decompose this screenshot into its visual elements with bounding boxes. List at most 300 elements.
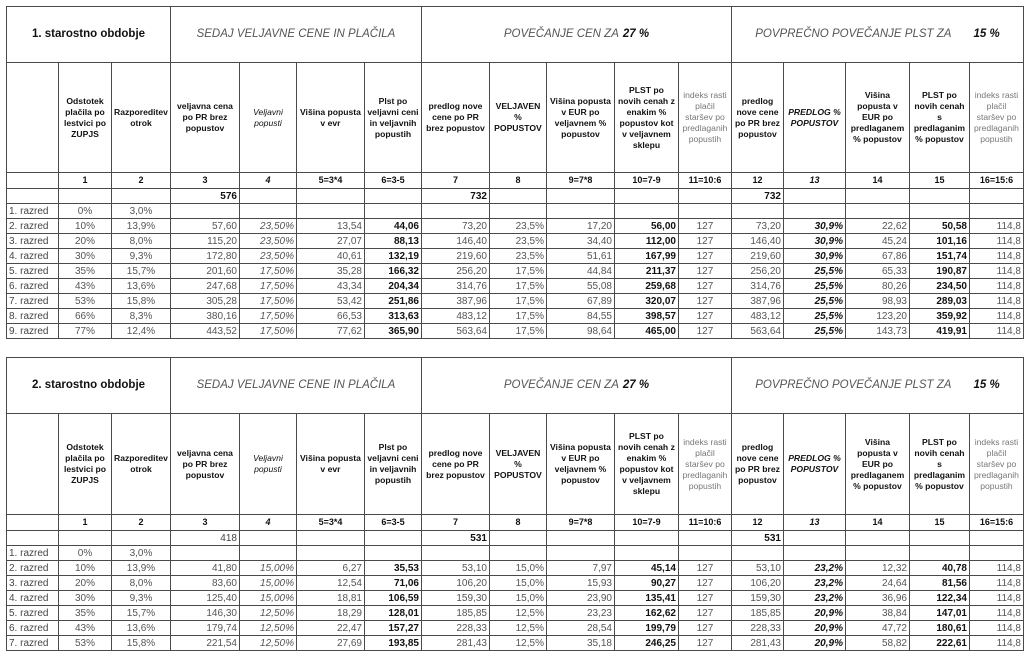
table-cell: 199,79	[614, 621, 678, 636]
table-cell: 219,60	[421, 249, 489, 264]
table-cell: 465,00	[614, 324, 678, 339]
base-price-proposed-2: 732	[731, 189, 783, 204]
section-current-prices: SEDAJ VELJAVNE CENE IN PLAČILA	[170, 358, 421, 414]
table-cell: 83,60	[170, 576, 239, 591]
table-cell: 313,63	[364, 309, 421, 324]
column-header: predlog nove cene po PR brez popustov	[731, 414, 783, 515]
empty-cell	[845, 189, 909, 204]
table-cell	[845, 546, 909, 561]
table-cell: 106,20	[421, 576, 489, 591]
table-cell: 106,20	[731, 576, 783, 591]
table-cell: 114,8	[969, 591, 1023, 606]
table-cell: 35%	[59, 264, 112, 279]
empty-cell	[239, 531, 296, 546]
table-cell: 211,37	[614, 264, 678, 279]
table-cell: 67,86	[845, 249, 909, 264]
table-row	[7, 591, 1024, 606]
table-cell: 127	[678, 279, 731, 294]
column-number: 2	[112, 173, 171, 189]
table-cell: 47,72	[845, 621, 909, 636]
table-cell: 12,5%	[489, 606, 546, 621]
table-cell: 6,27	[296, 561, 364, 576]
table-cell: 20,9%	[783, 606, 845, 621]
empty-cell	[112, 531, 171, 546]
table-cell: 127	[678, 219, 731, 234]
column-number: 5=3*4	[296, 515, 364, 531]
table-cell: 228,33	[731, 621, 783, 636]
table-cell	[239, 204, 296, 219]
table-cell: 15,0%	[489, 576, 546, 591]
table-cell: 38,84	[845, 606, 909, 621]
table-cell: 35%	[59, 606, 112, 621]
table-cell: 13,9%	[112, 561, 171, 576]
table-cell: 143,73	[845, 324, 909, 339]
table-cell: 10%	[59, 219, 112, 234]
column-number: 8	[489, 515, 546, 531]
column-header: predlog nove cene po PR brez popustov	[421, 63, 489, 173]
column-number: 5=3*4	[296, 173, 364, 189]
column-number: 14	[845, 173, 909, 189]
table-cell: 58,82	[845, 636, 909, 651]
table-cell: 15,0%	[489, 591, 546, 606]
table-cell: 281,43	[421, 636, 489, 651]
table-cell: 132,19	[364, 249, 421, 264]
column-header: PLST po novih cenah s predlaganim % popustov	[909, 414, 969, 515]
column-header: Višina popusta v evr	[296, 414, 364, 515]
table-cell: 114,8	[969, 606, 1023, 621]
table-cell: 281,43	[731, 636, 783, 651]
table-cell: 246,25	[614, 636, 678, 651]
table-cell	[969, 546, 1023, 561]
table-cell: 563,64	[731, 324, 783, 339]
table-cell: 256,20	[731, 264, 783, 279]
table-cell: 23,5%	[489, 234, 546, 249]
column-number: 4	[239, 173, 296, 189]
section-value: 15 %	[973, 379, 1000, 391]
table-cell: 23,5%	[489, 219, 546, 234]
empty-cell	[614, 189, 678, 204]
table-cell: 314,76	[421, 279, 489, 294]
table-cell: 101,16	[909, 234, 969, 249]
empty-cell	[364, 531, 421, 546]
table-cell: 12,32	[845, 561, 909, 576]
table-cell: 15,0%	[489, 561, 546, 576]
table-row	[7, 309, 1024, 324]
column-header: indeks rasti plačil staršev po predlaganih popustih	[678, 414, 731, 515]
section-value: 15 %	[973, 28, 1000, 40]
column-number: 10=7-9	[614, 515, 678, 531]
table-cell	[546, 546, 614, 561]
column-number: 11=10:6	[678, 173, 731, 189]
table-cell: 17,50%	[239, 279, 296, 294]
table-cell: 314,76	[731, 279, 783, 294]
base-price-row	[7, 531, 1024, 546]
class-label: 6. razred	[7, 279, 59, 294]
empty-cell	[614, 531, 678, 546]
table-cell: 398,57	[614, 309, 678, 324]
table-cell: 55,08	[546, 279, 614, 294]
table-cell: 256,20	[421, 264, 489, 279]
column-header: Višina popusta v evr	[296, 63, 364, 173]
table-cell: 114,8	[969, 279, 1023, 294]
table-cell: 15,00%	[239, 576, 296, 591]
section-average-increase	[731, 358, 1023, 414]
table-cell: 13,6%	[112, 621, 171, 636]
table-cell: 221,54	[170, 636, 239, 651]
table-cell: 7,97	[546, 561, 614, 576]
table-cell: 127	[678, 576, 731, 591]
class-label: 1. razred	[7, 546, 59, 561]
class-label: 5. razred	[7, 264, 59, 279]
table-cell: 123,20	[845, 309, 909, 324]
table-cell: 23,2%	[783, 576, 845, 591]
table-cell: 35,28	[296, 264, 364, 279]
table-cell: 157,27	[364, 621, 421, 636]
table-cell: 128,01	[364, 606, 421, 621]
column-header: PREDLOG % POPUSTOV	[783, 414, 845, 515]
table-cell: 8,0%	[112, 576, 171, 591]
table-cell: 114,8	[969, 294, 1023, 309]
table-cell: 222,61	[909, 636, 969, 651]
table-cell	[364, 204, 421, 219]
table-cell: 166,32	[364, 264, 421, 279]
section-value: 27 %	[622, 379, 650, 391]
table-cell: 3,0%	[112, 204, 171, 219]
table-cell: 9,3%	[112, 591, 171, 606]
column-header: Višina popusta v EUR po veljavnem % popustov	[546, 63, 614, 173]
table-cell	[909, 204, 969, 219]
column-header: PLST po novih cenah s predlaganim % popustov	[909, 63, 969, 173]
base-price-proposed-2: 531	[731, 531, 783, 546]
table-cell: 17,20	[546, 219, 614, 234]
age-group-title: 2. starostno obdobje	[7, 358, 171, 414]
table-cell	[421, 204, 489, 219]
table-cell: 18,29	[296, 606, 364, 621]
class-label: 5. razred	[7, 606, 59, 621]
table-cell: 17,5%	[489, 324, 546, 339]
table-cell: 23,90	[546, 591, 614, 606]
table-cell: 17,50%	[239, 264, 296, 279]
table-cell: 13,9%	[112, 219, 171, 234]
table-cell: 114,8	[969, 621, 1023, 636]
table-cell: 122,34	[909, 591, 969, 606]
table-cell	[364, 546, 421, 561]
class-label: 9. razred	[7, 324, 59, 339]
table-cell: 17,50%	[239, 294, 296, 309]
empty-cell	[969, 531, 1023, 546]
column-header: indeks rasti plačil staršev po predlaganih popustih	[678, 63, 731, 173]
table-cell	[614, 546, 678, 561]
table-cell: 17,5%	[489, 264, 546, 279]
table-cell: 3,0%	[112, 546, 171, 561]
table-cell: 36,96	[845, 591, 909, 606]
table-cell: 359,92	[909, 309, 969, 324]
table-cell	[845, 204, 909, 219]
table-cell: 30,9%	[783, 234, 845, 249]
column-header-row	[7, 63, 1024, 173]
price-table	[6, 357, 1024, 651]
table-cell: 127	[678, 561, 731, 576]
table-cell: 15,00%	[239, 561, 296, 576]
column-header: Odstotek plačila po lestvici po ZUPJS	[59, 63, 112, 173]
empty-cell	[364, 189, 421, 204]
table-cell: 13,54	[296, 219, 364, 234]
column-header: Plst po veljavni ceni in veljavnih popustih	[364, 414, 421, 515]
table-row	[7, 324, 1024, 339]
empty-cell	[112, 189, 171, 204]
age-group-title: 1. starostno obdobje	[7, 7, 171, 63]
table-cell: 20,9%	[783, 621, 845, 636]
table-cell: 98,64	[546, 324, 614, 339]
column-number: 8	[489, 173, 546, 189]
table-cell: 15,00%	[239, 591, 296, 606]
section-current-prices: SEDAJ VELJAVNE CENE IN PLAČILA	[170, 7, 421, 63]
empty-cell	[546, 189, 614, 204]
base-price-proposed: 531	[421, 531, 489, 546]
column-number: 13	[783, 173, 845, 189]
table-row	[7, 576, 1024, 591]
table-cell: 387,96	[731, 294, 783, 309]
table-cell: 20%	[59, 576, 112, 591]
table-cell: 259,68	[614, 279, 678, 294]
table-cell: 17,50%	[239, 309, 296, 324]
empty-cell	[7, 189, 59, 204]
table-cell: 0%	[59, 546, 112, 561]
table-cell: 483,12	[731, 309, 783, 324]
table-cell: 219,60	[731, 249, 783, 264]
table-cell: 23,23	[546, 606, 614, 621]
table-cell: 53%	[59, 294, 112, 309]
table-cell: 443,52	[170, 324, 239, 339]
table-cell: 25,5%	[783, 264, 845, 279]
column-number: 2	[112, 515, 171, 531]
table-cell	[909, 546, 969, 561]
table-cell: 40,61	[296, 249, 364, 264]
empty-cell	[678, 189, 731, 204]
empty-cell	[678, 531, 731, 546]
empty-cell	[239, 189, 296, 204]
table-cell: 228,33	[421, 621, 489, 636]
table-cell: 67,89	[546, 294, 614, 309]
column-header: Veljavni popusti	[239, 63, 296, 173]
table-row	[7, 546, 1024, 561]
table-cell: 23,2%	[783, 591, 845, 606]
table-cell: 45,14	[614, 561, 678, 576]
table-cell	[614, 204, 678, 219]
class-label: 3. razred	[7, 576, 59, 591]
section-price-increase	[421, 358, 731, 414]
table-cell: 35,18	[546, 636, 614, 651]
table-cell: 50,58	[909, 219, 969, 234]
column-header: Odstotek plačila po lestvici po ZUPJS	[59, 414, 112, 515]
table-cell: 30,9%	[783, 219, 845, 234]
table-cell: 17,5%	[489, 279, 546, 294]
table-cell: 15,8%	[112, 294, 171, 309]
empty-cell	[59, 189, 112, 204]
table-cell: 23,5%	[489, 249, 546, 264]
table-cell	[170, 546, 239, 561]
table-cell: 56,00	[614, 219, 678, 234]
table-cell: 81,56	[909, 576, 969, 591]
table-cell: 17,5%	[489, 294, 546, 309]
class-label: 3. razred	[7, 234, 59, 249]
column-number-row	[7, 515, 1024, 531]
class-label: 8. razred	[7, 309, 59, 324]
table-cell	[170, 204, 239, 219]
table-cell	[489, 204, 546, 219]
table-cell: 179,74	[170, 621, 239, 636]
age-group-table-2	[6, 357, 1024, 651]
table-cell: 146,40	[731, 234, 783, 249]
table-cell: 43,34	[296, 279, 364, 294]
table-cell: 84,55	[546, 309, 614, 324]
empty-cell	[909, 531, 969, 546]
column-number: 13	[783, 515, 845, 531]
table-cell: 53,42	[296, 294, 364, 309]
column-number-row	[7, 173, 1024, 189]
column-header: VELJAVEN % POPUSTOV	[489, 63, 546, 173]
table-cell: 114,8	[969, 309, 1023, 324]
table-cell: 23,50%	[239, 249, 296, 264]
table-cell	[731, 546, 783, 561]
column-header: Višina popusta v EUR po predlaganem % popustov	[845, 414, 909, 515]
table-cell: 127	[678, 591, 731, 606]
table-row	[7, 264, 1024, 279]
class-label: 4. razred	[7, 591, 59, 606]
table-cell: 98,93	[845, 294, 909, 309]
table-cell: 23,50%	[239, 219, 296, 234]
table-cell	[296, 204, 364, 219]
column-number: 10=7-9	[614, 173, 678, 189]
column-number: 3	[170, 173, 239, 189]
table-cell: 8,0%	[112, 234, 171, 249]
table-cell: 106,59	[364, 591, 421, 606]
table-row	[7, 636, 1024, 651]
table-cell	[969, 204, 1023, 219]
table-cell: 25,5%	[783, 324, 845, 339]
table-cell: 125,40	[170, 591, 239, 606]
table-cell: 22,62	[845, 219, 909, 234]
column-number: 7	[421, 515, 489, 531]
table-row	[7, 606, 1024, 621]
table-cell: 146,30	[170, 606, 239, 621]
column-number: 9=7*8	[546, 515, 614, 531]
table-cell: 66%	[59, 309, 112, 324]
column-header: PLST po novih cenah z enakim % popustov kot v veljavnem sklepu	[614, 63, 678, 173]
section-label: POVPREČNO POVEČANJE PLST ZA	[755, 379, 952, 391]
class-label: 6. razred	[7, 621, 59, 636]
empty-cell	[909, 189, 969, 204]
table-cell	[783, 546, 845, 561]
section-label: POVEČANJE CEN ZA	[503, 379, 619, 391]
table-cell	[783, 204, 845, 219]
empty-cell	[7, 531, 59, 546]
table-cell: 25,5%	[783, 309, 845, 324]
table-cell: 53,10	[421, 561, 489, 576]
column-header: VELJAVEN % POPUSTOV	[489, 414, 546, 515]
table-cell: 77%	[59, 324, 112, 339]
column-header: predlog nove cene po PR brez popustov	[731, 63, 783, 173]
column-header: PREDLOG % POPUSTOV	[783, 63, 845, 173]
table-cell: 43%	[59, 279, 112, 294]
table-cell: 17,50%	[239, 324, 296, 339]
table-cell: 114,8	[969, 324, 1023, 339]
table-cell: 114,8	[969, 234, 1023, 249]
column-number: 9=7*8	[546, 173, 614, 189]
column-number: 16=15:6	[969, 173, 1023, 189]
class-label: 2. razred	[7, 561, 59, 576]
table-cell: 305,28	[170, 294, 239, 309]
column-number: 3	[170, 515, 239, 531]
table-cell: 247,68	[170, 279, 239, 294]
base-price-row	[7, 189, 1024, 204]
column-header: indeks rasti plačil staršev po predlaganih popustih	[969, 63, 1023, 173]
table-cell	[239, 546, 296, 561]
base-price-current: 418	[170, 531, 239, 546]
table-cell: 12,50%	[239, 606, 296, 621]
section-label: POVPREČNO POVEČANJE PLST ZA	[755, 28, 952, 40]
column-header: predlog nove cene po PR brez popustov	[421, 414, 489, 515]
table-cell: 27,07	[296, 234, 364, 249]
empty-cell	[783, 531, 845, 546]
table-cell: 40,78	[909, 561, 969, 576]
table-cell: 80,26	[845, 279, 909, 294]
table-cell: 127	[678, 606, 731, 621]
column-number: 11=10:6	[678, 515, 731, 531]
table-cell: 65,33	[845, 264, 909, 279]
table-cell: 28,54	[546, 621, 614, 636]
table-cell: 185,85	[731, 606, 783, 621]
table-cell: 15,8%	[112, 636, 171, 651]
table-cell: 185,85	[421, 606, 489, 621]
table-cell: 387,96	[421, 294, 489, 309]
table-cell: 71,06	[364, 576, 421, 591]
table-cell: 289,03	[909, 294, 969, 309]
table-cell: 51,61	[546, 249, 614, 264]
table-cell: 127	[678, 234, 731, 249]
table-cell: 204,34	[364, 279, 421, 294]
table-cell: 22,47	[296, 621, 364, 636]
table-cell: 23,2%	[783, 561, 845, 576]
title-row	[7, 358, 1024, 414]
table-cell: 12,4%	[112, 324, 171, 339]
table-cell: 135,41	[614, 591, 678, 606]
table-cell: 53%	[59, 636, 112, 651]
table-cell: 419,91	[909, 324, 969, 339]
table-cell: 77,62	[296, 324, 364, 339]
column-header: Razporeditev otrok	[112, 63, 171, 173]
table-cell: 34,40	[546, 234, 614, 249]
table-cell: 73,20	[421, 219, 489, 234]
table-cell	[421, 546, 489, 561]
price-table	[6, 6, 1024, 339]
table-cell: 114,8	[969, 561, 1023, 576]
empty-cell	[296, 531, 364, 546]
table-cell: 13,6%	[112, 279, 171, 294]
empty-cell	[296, 189, 364, 204]
table-cell: 12,5%	[489, 636, 546, 651]
table-cell: 18,81	[296, 591, 364, 606]
table-cell: 159,30	[731, 591, 783, 606]
table-cell: 15,7%	[112, 606, 171, 621]
table-cell	[546, 204, 614, 219]
table-cell	[731, 204, 783, 219]
table-cell: 27,69	[296, 636, 364, 651]
age-group-table-1	[6, 6, 1024, 339]
empty-cell	[969, 189, 1023, 204]
column-header	[7, 63, 59, 173]
empty-cell	[783, 189, 845, 204]
